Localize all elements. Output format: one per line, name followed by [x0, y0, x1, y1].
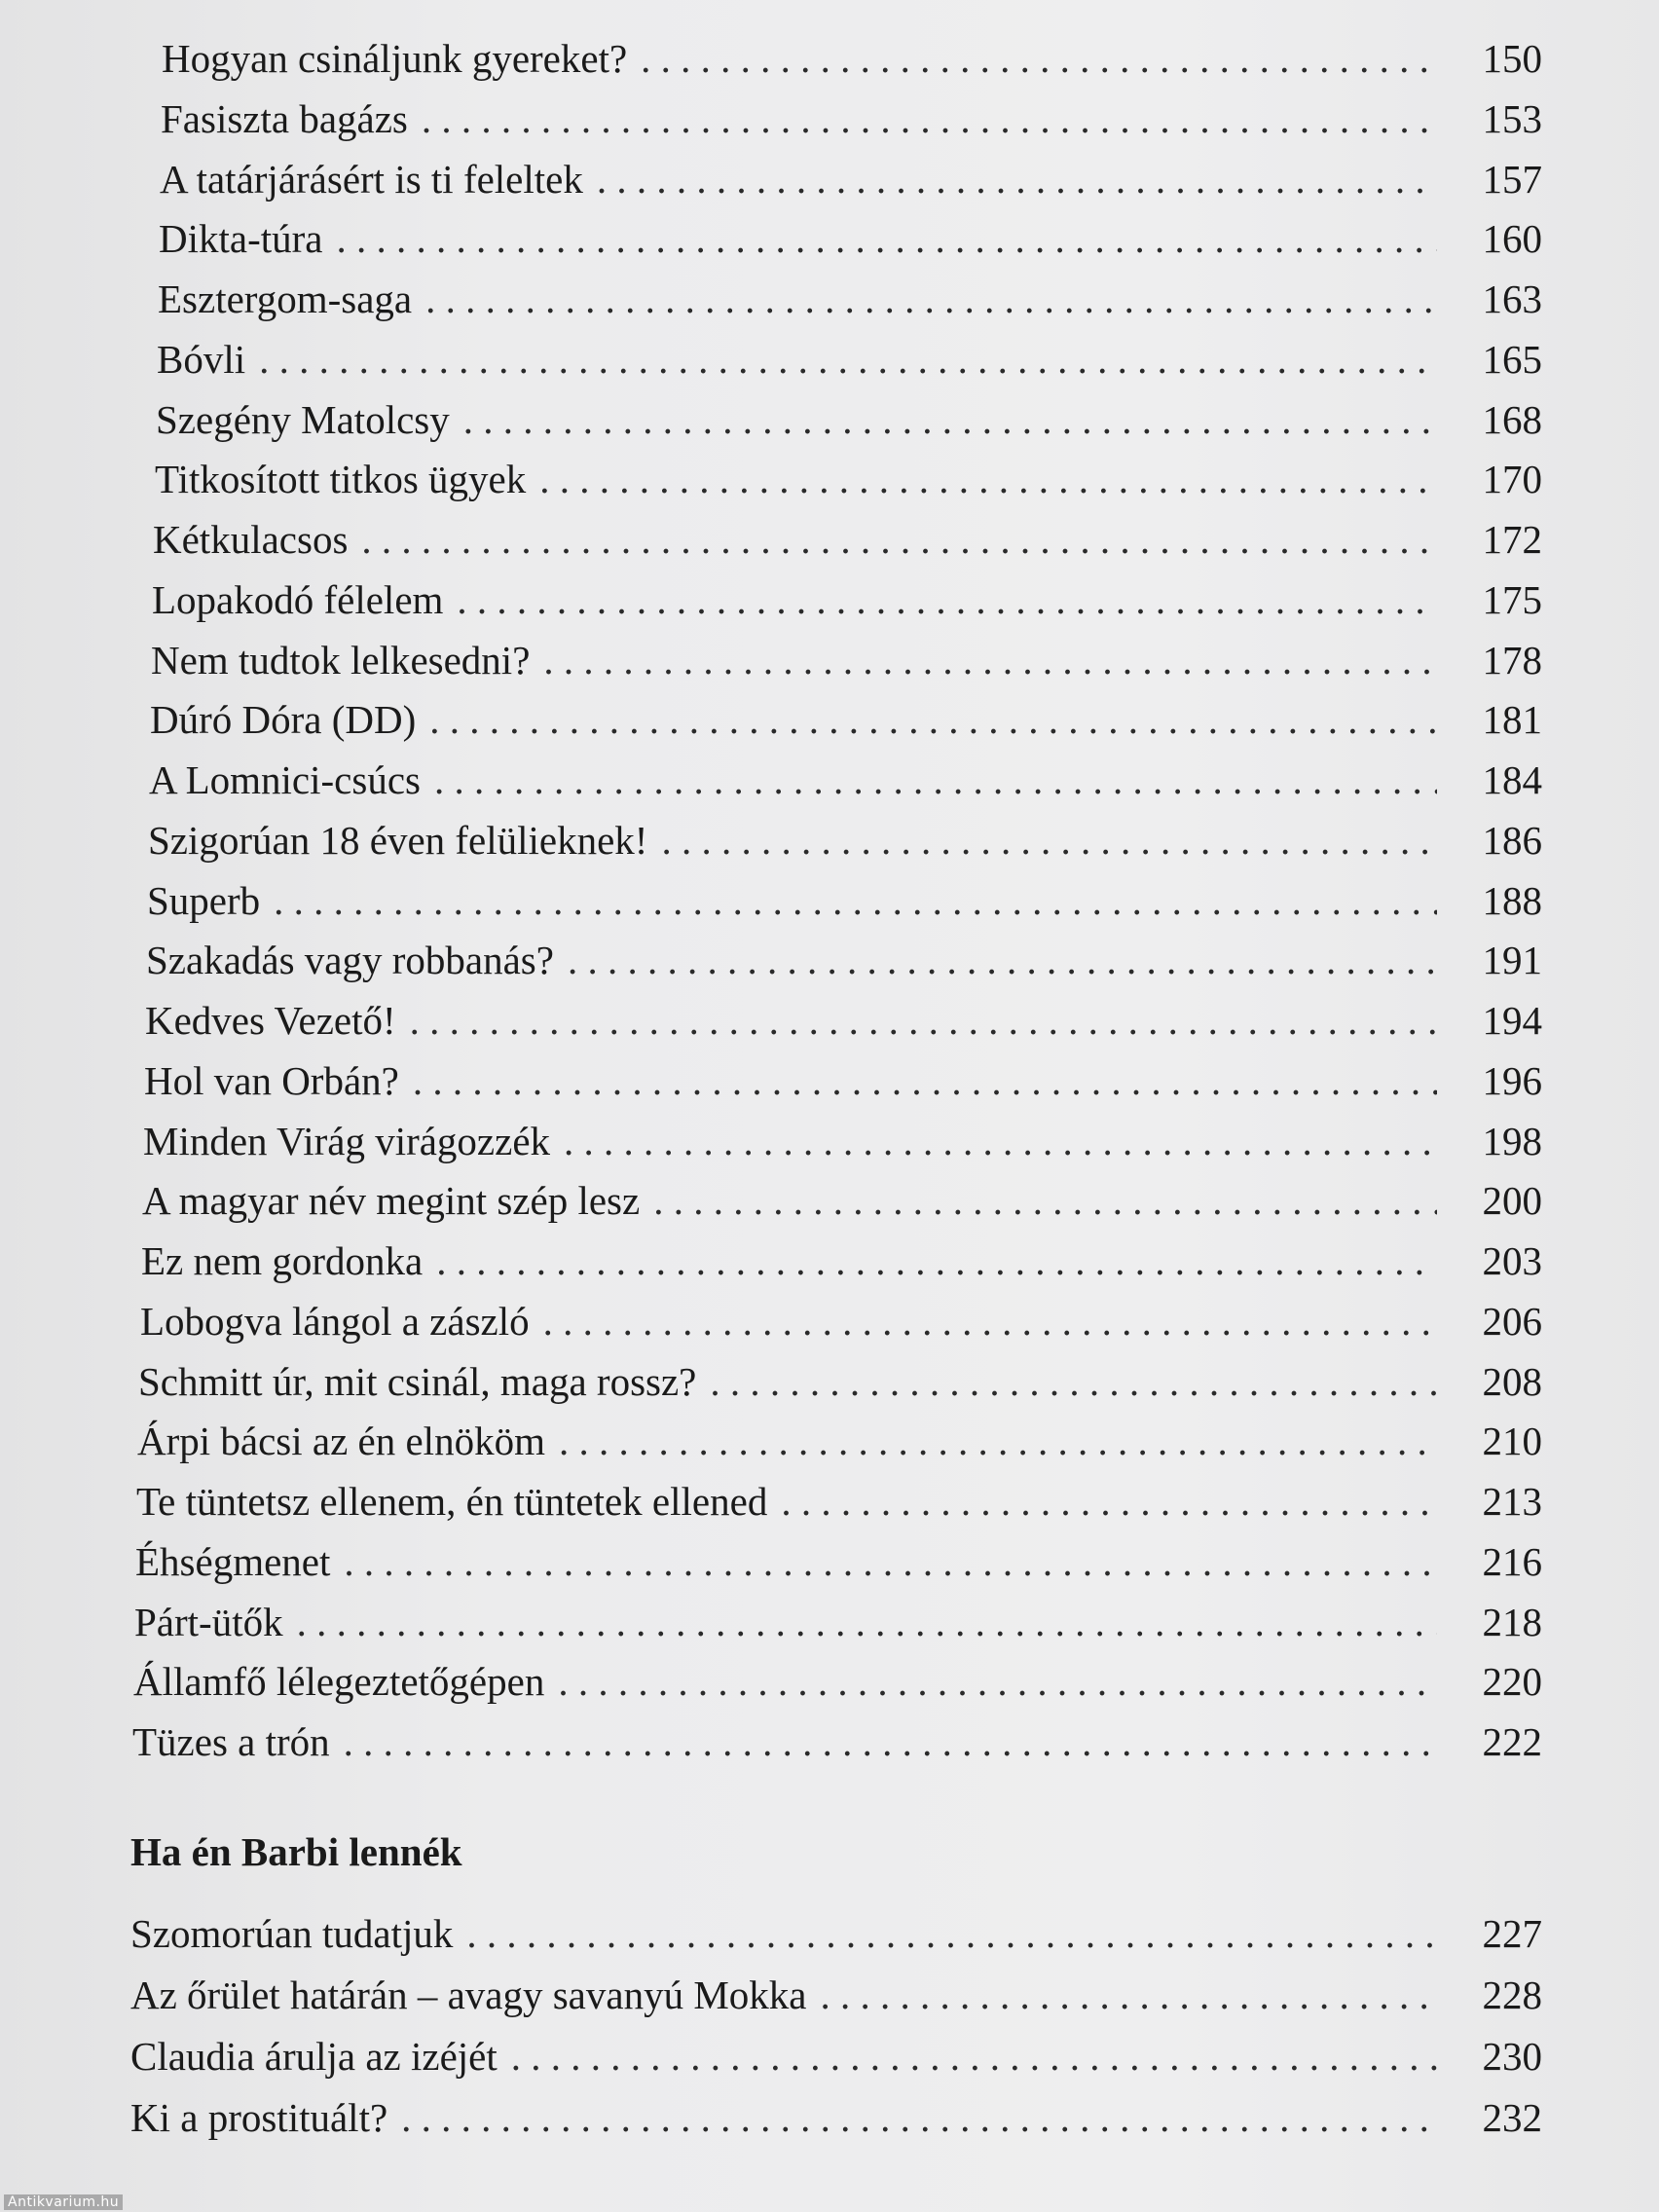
toc-entry-page-number: 218	[1482, 1599, 1542, 1644]
toc-leader-dots	[568, 937, 1437, 983]
toc-entry	[130, 1910, 1542, 1957]
toc-leader-dots	[401, 2094, 1437, 2141]
toc-entry	[145, 997, 1542, 1044]
toc-entry-title: Lobogva lángol a zászló	[140, 1298, 530, 1344]
toc-entry-title: Nem tudtok lelkesedni?	[151, 637, 531, 682]
toc-entry-title: Schmitt úr, mit csinál, maga rossz?	[138, 1358, 697, 1404]
toc-entry-title: Te tüntetsz ellenem, én tüntetek ellened	[136, 1479, 768, 1524]
toc-entry-title: Kétkulacsos	[153, 517, 349, 562]
toc-entry-page-number: 157	[1482, 156, 1542, 202]
toc-entry-title: Claudia árulja az izéjét	[130, 2034, 498, 2079]
toc-entry-title: Titkosított titkos ügyek	[155, 457, 527, 502]
toc-entry-page-number: 170	[1482, 457, 1542, 502]
toc-entry-title: Államfő lélegeztetőgépen	[133, 1659, 545, 1705]
toc-leader-dots	[559, 1418, 1437, 1464]
toc-entry-page-number: 220	[1482, 1659, 1542, 1705]
toc-entry-page-number: 196	[1482, 1057, 1542, 1103]
toc-entry-title: A magyar név megint szép lesz	[142, 1178, 641, 1224]
toc-entry	[130, 2094, 1542, 2141]
toc-entry	[140, 1298, 1542, 1345]
toc-entry-page-number: 165	[1482, 336, 1542, 382]
toc-leader-dots	[297, 1599, 1437, 1645]
toc-entry-title: Dikta-túra	[159, 216, 323, 262]
toc-entry	[142, 1177, 1542, 1224]
toc-entry	[130, 2033, 1542, 2080]
toc-entry-page-number: 208	[1482, 1358, 1542, 1404]
toc-leader-dots	[422, 95, 1437, 142]
toc-leader-dots	[558, 1658, 1437, 1705]
toc-entry-title: Árpi bácsi az én elnököm	[137, 1419, 545, 1464]
toc-leader-dots	[539, 456, 1437, 502]
toc-entry-title: A Lomnici-csúcs	[149, 757, 421, 802]
toc-entry	[138, 1358, 1542, 1405]
toc-entry	[141, 1237, 1542, 1284]
toc-entry	[153, 516, 1542, 563]
toc-entry-title: Hol van Orbán?	[144, 1057, 399, 1103]
toc-leader-dots	[457, 576, 1437, 623]
toc-entry-page-number: 181	[1482, 697, 1542, 743]
toc-entry-page-number: 184	[1482, 757, 1542, 802]
toc-entry-page-number: 232	[1482, 2095, 1542, 2140]
toc-entry-title: Ez nem gordonka	[141, 1238, 424, 1283]
toc-leader-dots	[641, 35, 1437, 82]
toc-leader-dots	[597, 156, 1437, 203]
toc-entry-page-number: 222	[1482, 1719, 1542, 1764]
toc-entry-title: Dúró Dóra (DD)	[150, 697, 417, 743]
toc-entry	[136, 1478, 1542, 1525]
toc-entry	[144, 1057, 1542, 1104]
toc-entry	[133, 1658, 1542, 1705]
toc-entry-title: Párt-ütők	[134, 1599, 283, 1644]
toc-entry	[148, 817, 1542, 864]
toc-leader-dots	[274, 877, 1437, 924]
toc-entry-title: A tatárjárásért is ti feleltek	[160, 156, 583, 202]
toc-leader-dots	[429, 696, 1437, 743]
toc-leader-dots	[781, 1478, 1437, 1525]
toc-entry-page-number: 203	[1482, 1238, 1542, 1283]
toc-entry-title: Fasiszta bagázs	[161, 95, 408, 141]
toc-leader-dots	[361, 516, 1437, 563]
toc-entry	[143, 1118, 1542, 1164]
toc-entry-page-number: 172	[1482, 517, 1542, 562]
toc-entry-page-number: 230	[1482, 2034, 1542, 2079]
toc-entry-title: Minden Virág virágozzék	[143, 1118, 551, 1163]
toc-entry	[156, 396, 1542, 443]
toc-entry-title: Szegény Matolcsy	[156, 396, 450, 442]
toc-entry-page-number: 160	[1482, 216, 1542, 262]
toc-entry	[157, 336, 1542, 383]
toc-entry-title: Bóvli	[157, 336, 246, 382]
toc-entry	[135, 1538, 1542, 1585]
toc-entry-title: Hogyan csináljunk gyereket?	[162, 36, 628, 81]
toc-entry	[161, 95, 1542, 142]
toc-entry	[130, 1972, 1542, 2018]
toc-entry	[146, 937, 1542, 983]
toc-leader-dots	[543, 1298, 1437, 1345]
toc-entry-page-number: 153	[1482, 95, 1542, 141]
toc-leader-dots	[259, 336, 1437, 383]
toc-leader-dots	[820, 1972, 1437, 2018]
toc-entry-title: Az őrület határán – avagy savanyú Mokka	[130, 1972, 807, 2017]
toc-entry-page-number: 227	[1482, 1911, 1542, 1956]
toc-entry	[134, 1599, 1542, 1645]
toc-entry-page-number: 228	[1482, 1972, 1542, 2017]
toc-entry-page-number: 194	[1482, 998, 1542, 1043]
toc-leader-dots	[661, 817, 1437, 864]
toc-entry	[150, 696, 1542, 743]
toc-entry-page-number: 191	[1482, 938, 1542, 983]
toc-entry-page-number: 163	[1482, 276, 1542, 321]
toc-entry-title: Tüzes a trón	[132, 1719, 330, 1764]
toc-leader-dots	[344, 1538, 1437, 1585]
toc-entry	[155, 456, 1542, 502]
toc-leader-dots	[653, 1177, 1437, 1224]
toc-leader-dots	[413, 1057, 1437, 1104]
toc-entry-title: Szigorúan 18 éven felülieknek!	[148, 817, 648, 863]
toc-entry-page-number: 206	[1482, 1298, 1542, 1344]
toc-entry	[152, 576, 1542, 623]
toc-entry-page-number: 150	[1482, 36, 1542, 81]
toc-entry-page-number: 188	[1482, 877, 1542, 923]
toc-leader-dots	[425, 276, 1437, 322]
toc-entry	[132, 1718, 1542, 1765]
toc-entry	[162, 35, 1542, 82]
toc-entry-page-number: 216	[1482, 1538, 1542, 1584]
toc-entry-page-number: 178	[1482, 637, 1542, 682]
toc-entry-page-number: 200	[1482, 1178, 1542, 1224]
toc-leader-dots	[436, 1237, 1437, 1284]
toc-leader-dots	[710, 1358, 1437, 1405]
toc-leader-dots	[434, 756, 1437, 803]
toc-entry	[159, 215, 1542, 262]
toc-leader-dots	[543, 637, 1437, 683]
toc-leader-dots	[511, 2033, 1437, 2080]
toc-entry-title: Szakadás vagy robbanás?	[146, 938, 554, 983]
toc-entry	[158, 276, 1542, 322]
toc-entry-title: Esztergom-saga	[158, 276, 413, 321]
toc-entry-title: Kedves Vezető!	[145, 998, 396, 1043]
toc-entry-title: Superb	[147, 877, 261, 923]
toc-entry-page-number: 186	[1482, 817, 1542, 863]
toc-entry-title: Éhségmenet	[135, 1538, 331, 1584]
toc-entry-page-number: 213	[1482, 1479, 1542, 1524]
toc-leader-dots	[336, 215, 1437, 262]
toc-entry-page-number: 210	[1482, 1419, 1542, 1464]
toc-entry	[151, 637, 1542, 683]
toc-entry	[160, 156, 1542, 203]
toc-entry-page-number: 198	[1482, 1118, 1542, 1163]
toc-entry-title: Lopakodó félelem	[152, 576, 444, 622]
toc-entry-title: Szomorúan tudatjuk	[130, 1911, 454, 1956]
toc-entry	[147, 877, 1542, 924]
toc-leader-dots	[344, 1718, 1437, 1765]
toc-entry-title: Ki a prostituált?	[130, 2095, 388, 2140]
toc-entry-page-number: 168	[1482, 396, 1542, 442]
watermark: Antikvarium.hu	[4, 2194, 123, 2210]
toc-leader-dots	[463, 396, 1437, 443]
section-heading: Ha én Barbi lennék	[130, 1829, 462, 1874]
toc-entry	[149, 756, 1542, 803]
toc-leader-dots	[410, 997, 1437, 1044]
toc-leader-dots	[466, 1910, 1437, 1957]
toc-leader-dots	[564, 1118, 1437, 1164]
toc-entry-page-number: 175	[1482, 576, 1542, 622]
toc-entry	[137, 1418, 1542, 1464]
